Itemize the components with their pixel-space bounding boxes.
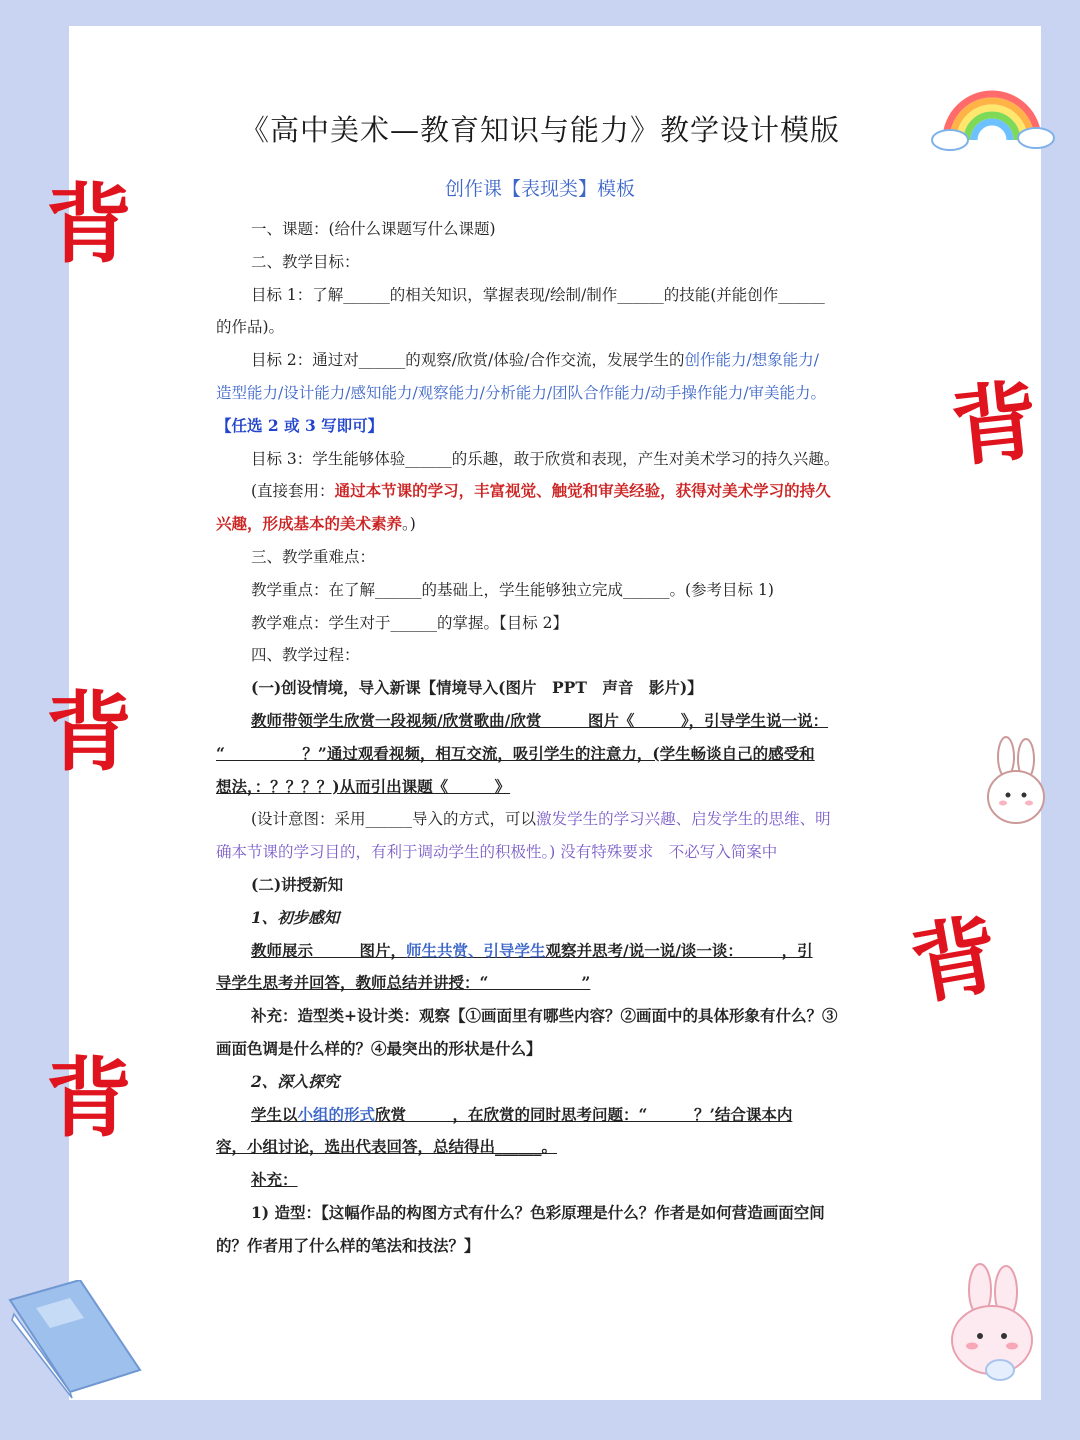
step-1-text: 教师带领学生欣赏一段视频/欣赏歌曲/欣赏 图片《 》，引导学生说一说： [251,710,829,730]
step-2-1-highlight: 师生共赏、引导学生 [406,940,546,960]
objective-3-direct [216,475,900,508]
objective-2-abilities: 创作能力/想象能力/ [684,351,819,370]
step-2-2-text-a: 学生以 [251,1104,298,1124]
direct-close: 。) [402,515,416,534]
supplement-2-item-1-cont: 的？作者用了什么样的笔法和技法？】 [216,1235,480,1255]
step-2-heading: (二)讲授新知 [251,874,344,894]
objective-1-cont: 的作品)。 [216,318,285,337]
step-2-1-text-c: 观察并思考/说一说/谈一谈： ，引 [545,940,813,960]
step-1-text-2: “ ？”通过观看视频，相互交流，吸引学生的注意力，(学生畅谈自己的感受和 [216,743,815,763]
objective-3: 目标 3：学生能够体验______的乐趣，敢于欣赏和表现，产生对美术学习的持久兴趣。 [251,449,840,468]
objective-2-text: 目标 2：通过对______的观察/欣赏/体验/合作交流，发展学生的 [251,351,685,370]
section-topic: 一、课题：(给什么课题写什么课题) [251,220,496,238]
stamp-bei-5: 背 [46,1049,132,1149]
supplement-2-item-1: 1) 造型：【这幅作品的构图方式有什么？色彩原理是什么？作者是如何营造画面空间 [251,1202,825,1222]
objective-2 [216,344,900,377]
design-intent-note: 没有特殊要求 不必写入简案中 [560,843,778,862]
document-body [216,213,900,1263]
stamp-bei-1: 背 [46,175,132,275]
objective-2-cont: 造型能力/设计能力/感知能力/观察能力/分析能力/团队合作能力/动手操作能力/审美能力。 [216,383,827,402]
step-2-1-text [216,935,900,968]
section-objectives: 二、教学目标： [251,252,360,271]
step-2-1-heading: 1、初步感知 [251,907,340,927]
objective-2-note: 【任选 2 或 3 写即可】 [216,415,384,435]
section-process: 四、教学过程： [251,646,360,665]
direct-text-cont: 兴趣，形成基本的美术素养 [216,514,403,534]
design-intent-highlight-cont: 确本节课的学习目的，有利于调动学生的积极性。) [216,843,556,862]
design-intent [216,803,900,836]
stamp-bei-3: 背 [46,683,132,783]
step-2-1-text-a: 教师展示 图片， [251,940,407,960]
bunny-sticker-icon [976,735,1046,845]
key-point: 教学重点：在了解______的基础上，学生能够独立完成______。(参考目标 1) [251,580,774,599]
pink-bunny-icon [940,1262,1040,1392]
direct-text: 通过本节课的学习，丰富视觉、触觉和审美经验，获得对美术学习的持久 [334,481,831,501]
document-subtitle: 创作课【表现类】模板 [444,178,635,200]
stamp-bei-4: 背 [903,904,1007,1018]
step-1-heading: (一)创设情境，导入新课【情境导入(图片 PPT 声音 影片)】 [251,678,703,698]
section-keypoints: 三、教学重难点： [251,547,376,566]
step-1-text-3: 想法，：？？？？)从而引出课题《 》 [216,776,511,796]
document-title: 《高中美术—教育知识与能力》教学设计模版 [239,113,840,147]
supplement-1-cont: 画面色调是什么样的？④最突出的形状是什么】 [216,1038,542,1058]
step-2-1-text-2: 导学生思考并回答，教师总结并讲授：“ ” [216,973,591,993]
objective-1: 目标 1：了解______的相关知识，掌握表现/绘制/制作______的技能(并能创作______ [251,285,825,304]
step-2-2-highlight: 小组的形式 [297,1104,376,1124]
supplement-1: 补充：造型类+设计类：观察【①画面里有哪些内容？②画面中的具体形象有什么？③ [251,1006,838,1026]
step-2-2-text [216,1099,900,1132]
difficult-point: 教学难点：学生对于______的掌握。【目标 2】 [251,613,569,632]
design-intent-text: (设计意图：采用______导入的方式，可以 [251,810,537,829]
direct-label: (直接套用： [251,482,335,501]
design-intent-cont [216,836,900,869]
step-2-2-heading: 2、深入探究 [251,1071,340,1091]
design-intent-highlight: 激发学生的学习兴趣、启发学生的思维、明 [536,810,831,829]
step-2-2-text-2: 容，小组讨论，选出代表回答，总结得出______。 [216,1137,558,1157]
step-2-2-text-c: 欣赏 ，在欣赏的同时思考问题：“ ？’结合课本内 [375,1104,793,1124]
stamp-bei-2: 背 [947,370,1043,480]
supplement-2: 补充： [251,1170,298,1190]
book-icon [0,1280,145,1400]
objective-3-direct-cont [216,508,900,541]
